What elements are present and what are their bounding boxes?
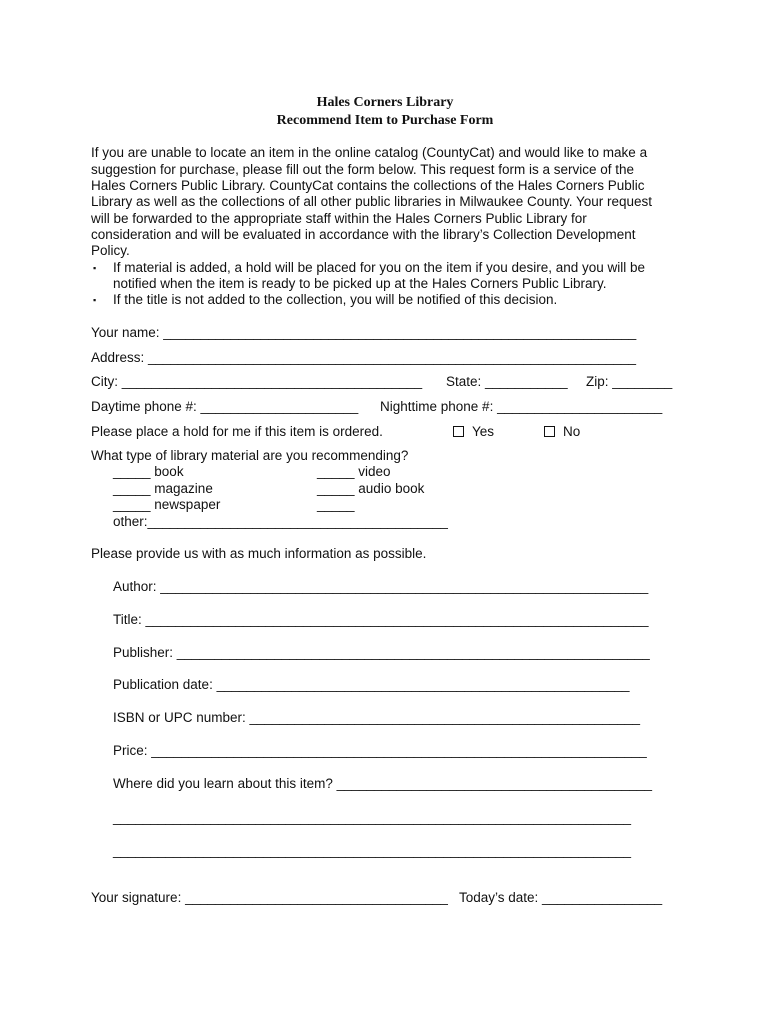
author-field[interactable]: Author: _________________________________________________________________ xyxy=(113,579,649,594)
hold-question: Please place a hold for me if this item is ordered. xyxy=(91,424,383,439)
intro-line-4: Library as well as the collections of all other public libraries in Milwaukee County. Your request xyxy=(91,194,653,209)
details-prompt: Please provide us with as much information as possible. xyxy=(91,546,427,561)
bullet-1-line-1: If material is added, a hold will be placed for you on the item if you desire, and you will be xyxy=(113,260,646,275)
hold-no-checkbox[interactable] xyxy=(544,424,580,441)
material-video[interactable]: _____ video xyxy=(317,464,391,479)
bullet-icon: ▪ xyxy=(93,295,97,305)
material-newspaper[interactable]: _____ newspaper xyxy=(113,497,221,512)
hold-yes-checkbox[interactable] xyxy=(453,424,494,441)
state-field[interactable]: State: ___________ xyxy=(446,374,568,389)
daytime-phone-field[interactable]: Daytime phone #: _____________________ xyxy=(91,399,359,414)
material-other[interactable]: other:________________________________________ xyxy=(113,514,448,529)
publication-date-field[interactable]: Publication date: _______________________________________________________ xyxy=(113,677,630,692)
isbn-field[interactable]: ISBN or UPC number: ____________________________________________________ xyxy=(113,710,640,725)
intro-line-2: suggestion for purchase, please fill out the form below. This request form is a service of the xyxy=(91,162,635,177)
material-blank[interactable]: _____ xyxy=(317,497,355,512)
bullet-icon: ▪ xyxy=(93,263,97,273)
signature-field[interactable]: Your signature: ___________________________________ xyxy=(91,890,448,905)
intro-line-7: Policy. xyxy=(91,243,130,258)
nighttime-phone-field[interactable]: Nighttime phone #: ______________________ xyxy=(380,399,663,414)
bullet-2: If the title is not added to the collection, you will be notified of this decision. xyxy=(113,292,558,307)
zip-field[interactable]: Zip: ________ xyxy=(586,374,673,389)
todays-date-field[interactable]: Today’s date: ________________ xyxy=(459,890,663,905)
form-subtitle: Recommend Item to Purchase Form xyxy=(276,113,494,128)
material-audio-book[interactable]: _____ audio book xyxy=(317,481,425,496)
name-field[interactable]: Your name: _______________________________________________________________ xyxy=(91,325,637,340)
title-field[interactable]: Title: ___________________________________________________________________ xyxy=(113,612,649,627)
material-book[interactable]: _____ book xyxy=(113,464,184,479)
source-field[interactable]: Where did you learn about this item? __________________________________________ xyxy=(113,776,652,791)
material-question: What type of library material are you recommending? xyxy=(91,448,409,463)
yes-label: Yes xyxy=(472,424,495,439)
address-field[interactable]: Address: _________________________________________________________________ xyxy=(91,350,637,365)
source-line-1[interactable]: _____________________________________________________________________ xyxy=(113,810,632,825)
form-title: Hales Corners Library xyxy=(316,95,454,110)
intro-line-1: If you are unable to locate an item in the online catalog (CountyCat) and would like to make a xyxy=(91,145,648,160)
intro-line-3: Hales Corners Public Library. CountyCat contains the collections of the Hales Corners Public xyxy=(91,178,645,193)
checkbox-icon xyxy=(453,426,464,437)
intro-line-6: consideration and will be evaluated in accordance with the library’s Collection Development xyxy=(91,227,636,242)
material-magazine[interactable]: _____ magazine xyxy=(113,481,213,496)
city-field[interactable]: City: ________________________________________ xyxy=(91,374,423,389)
bullet-1-line-2: notified when the item is ready to be picked up at the Hales Corners Public Library. xyxy=(113,276,607,291)
intro-line-5: will be forwarded to the appropriate staff within the Hales Corners Public Library for xyxy=(91,211,587,226)
no-label: No xyxy=(563,424,581,439)
publisher-field[interactable]: Publisher: _______________________________________________________________ xyxy=(113,645,650,660)
source-line-2[interactable]: _____________________________________________________________________ xyxy=(113,843,632,858)
checkbox-icon xyxy=(544,426,555,437)
price-field[interactable]: Price: __________________________________________________________________ xyxy=(113,743,647,758)
